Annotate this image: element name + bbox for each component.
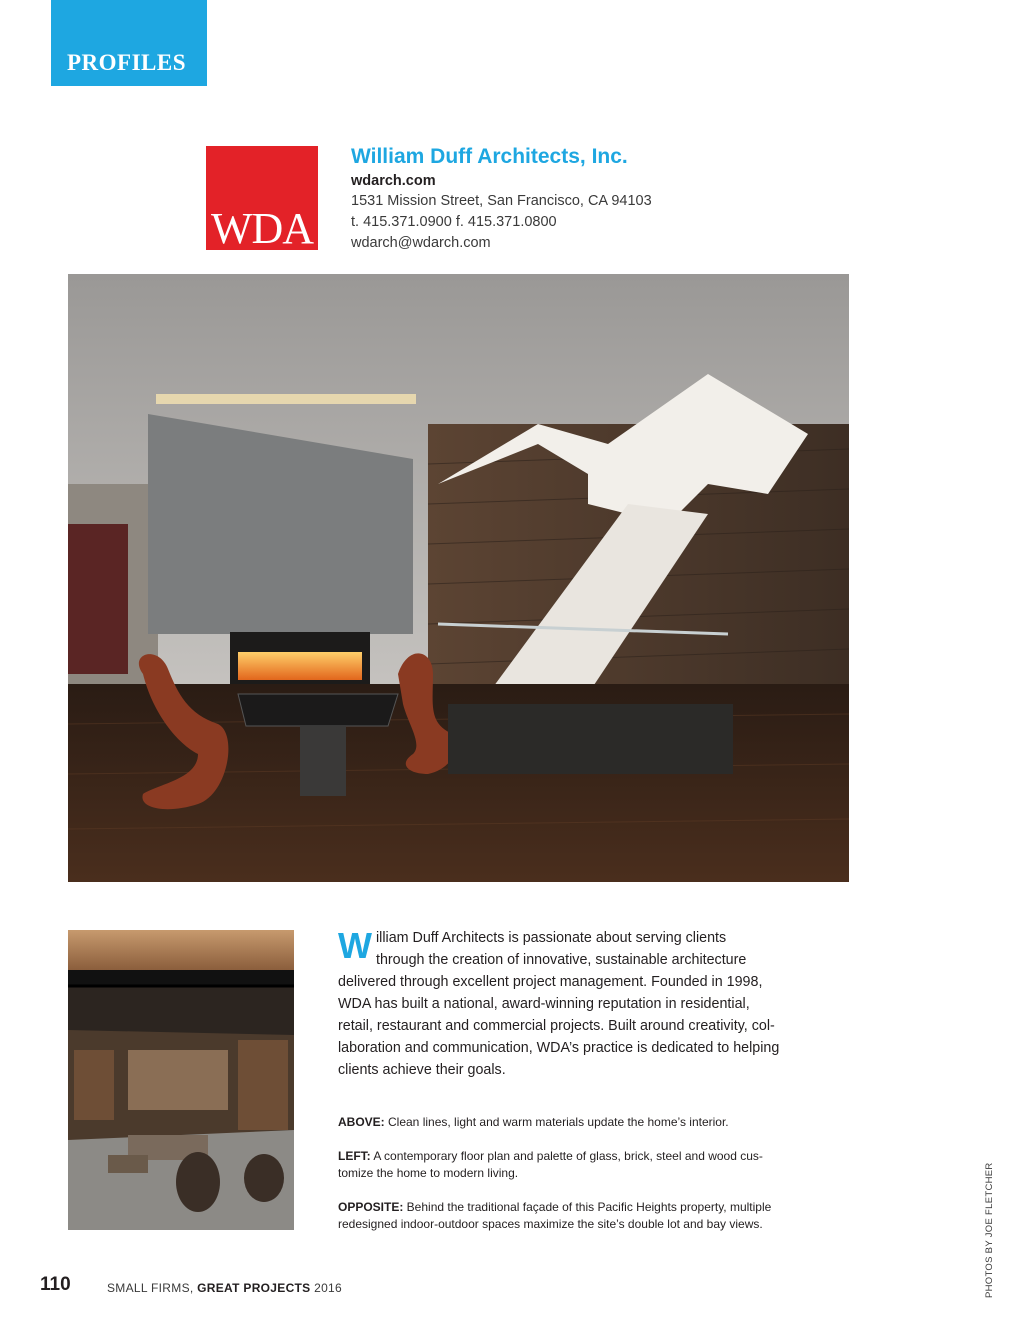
- photo-credit: PHOTOS BY JOE FLETCHER: [984, 1162, 995, 1298]
- page-number: 110: [40, 1274, 71, 1295]
- firm-name: William Duff Architects, Inc.: [351, 145, 628, 168]
- main-interior-photo: [68, 274, 849, 882]
- body-first-line: illiam Duff Architects is passionate about serving clients: [375, 930, 727, 946]
- caption-text: A contemporary floor plan and palette of glass, brick, steel and wood cus-tomize the home to modern living.: [338, 1149, 763, 1180]
- caption-left: [338, 1148, 788, 1182]
- caption-above: [338, 1114, 788, 1131]
- caption-label: OPPOSITE:: [338, 1200, 404, 1214]
- interior-illustration: [68, 274, 849, 882]
- firm-website[interactable]: wdarch.com: [351, 173, 436, 189]
- secondary-interior-photo: [68, 930, 294, 1230]
- caption-label: ABOVE:: [338, 1115, 385, 1129]
- photo-captions: [338, 1114, 788, 1250]
- body-rest: delivered through excellent project management. Founded in 1998, WDA has built a national, award-winning reputation in residential, retail, restaurant and commercial projects. Built around creativity, col-laboration and communication, WDA’s practice is dedicated to helping clients achieve their goals.: [338, 974, 780, 1078]
- footer-bold: GREAT PROJECTS: [197, 1281, 311, 1295]
- caption-text: Clean lines, light and warm materials update the home’s interior.: [384, 1115, 729, 1129]
- living-room-illustration: [68, 930, 294, 1230]
- section-tab-label: PROFILES: [67, 50, 187, 75]
- caption-label: LEFT:: [338, 1149, 371, 1163]
- profile-body-text: [338, 927, 788, 1081]
- body-second-line: through the creation of innovative, sustainable architecture: [375, 952, 747, 968]
- firm-contact-block: [351, 144, 851, 254]
- section-tab: [51, 0, 207, 86]
- caption-text: Behind the traditional façade of this Pacific Heights property, multiple redesigned indoor-outdoor spaces maximize the site’s double lot and bay views.: [338, 1200, 772, 1231]
- publication-footer: [107, 1281, 342, 1295]
- caption-opposite: [338, 1199, 788, 1233]
- wda-logo: [206, 146, 318, 250]
- drop-cap: W: [338, 925, 372, 966]
- firm-phone: t. 415.371.0900 f. 415.371.0800: [351, 214, 557, 230]
- logo-text: WDA: [210, 204, 314, 250]
- footer-prefix: SMALL FIRMS,: [107, 1281, 198, 1295]
- firm-email[interactable]: wdarch@wdarch.com: [351, 235, 491, 251]
- footer-year: 2016: [310, 1281, 342, 1295]
- firm-address: 1531 Mission Street, San Francisco, CA 94103: [351, 193, 652, 209]
